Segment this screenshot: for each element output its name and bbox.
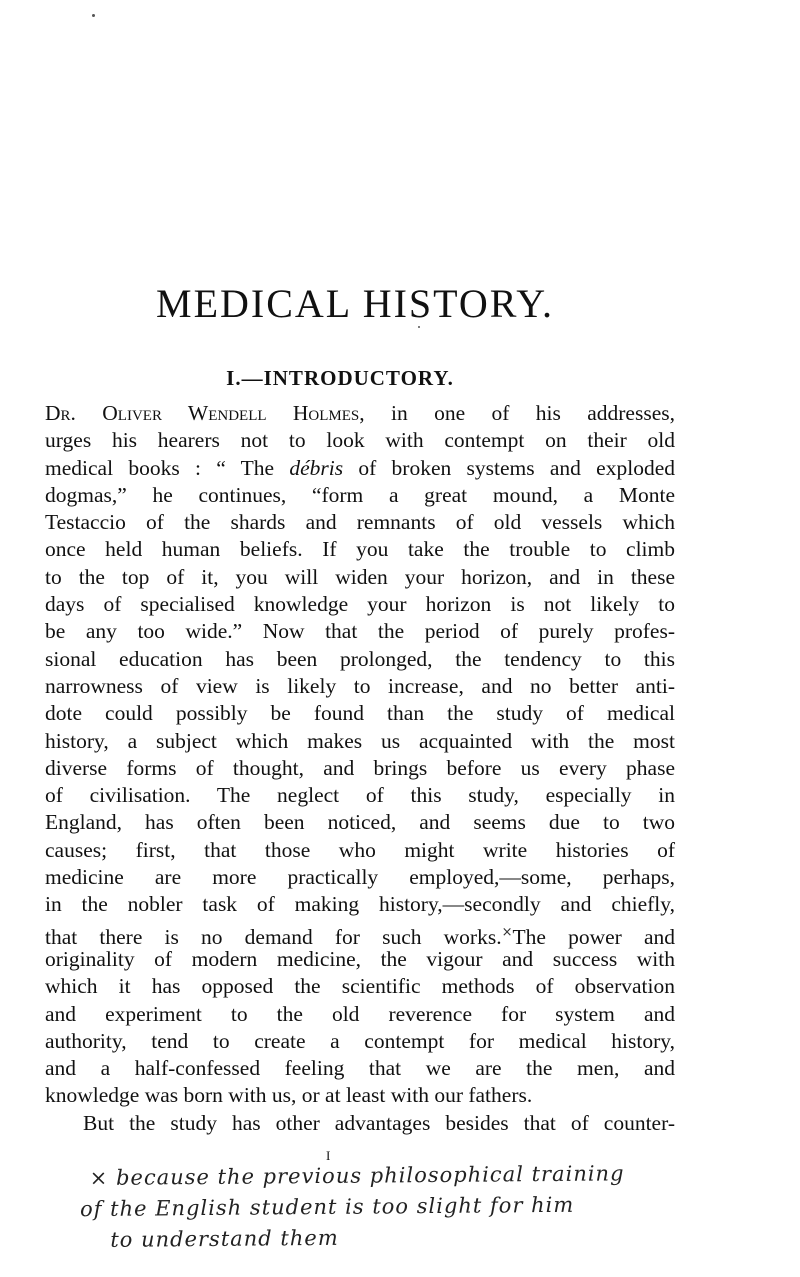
text-line: originality of modern medicine, the vigour and success with [45, 946, 675, 971]
handwritten-line: to understand them [110, 1225, 339, 1252]
text-line: be any too wide.” Now that the period of purely profes- [45, 619, 675, 644]
body-paragraph [45, 400, 675, 1137]
text-line: urges his hearers not to look with contempt on their old [45, 428, 675, 453]
text-line: that there is no demand for such works.×The power and [45, 924, 676, 949]
text-line: history, a subject which makes us acquainted with the most [45, 728, 675, 753]
text-line: sional education has been prolonged, the tendency to this [45, 646, 675, 671]
handwritten-cross-mark: × [501, 924, 513, 940]
text-line: narrowness of view is likely to increase, and no better anti- [45, 673, 675, 698]
text-line: of civilisation. The neglect of this study, especially in [45, 783, 675, 808]
print-speck [92, 14, 95, 17]
text-line: Testaccio of the shards and remnants of old vessels which [45, 510, 675, 535]
text-line: days of specialised knowledge your horizon is not likely to [45, 592, 675, 617]
text-line: England, has often been noticed, and seems due to two [45, 810, 675, 835]
handwritten-line: × because the previous philosophical training [89, 1161, 625, 1191]
text-line: in the nobler task of making history,—secondly and chiefly, [45, 892, 675, 917]
text-line: Dr. Oliver Wendell Holmes, in one of his addresses, [45, 401, 675, 425]
handwritten-line: of the English student is too slight for him [79, 1192, 575, 1222]
text-line: which it has opposed the scientific methods of observation [45, 974, 675, 999]
text-line: knowledge was born with us, or at least with our fathers. [45, 1083, 533, 1108]
text-line: to the top of it, you will widen your horizon, and in these [45, 564, 675, 589]
page-number: I [326, 1148, 331, 1163]
text-line: and experiment to the old reverence for system and [45, 1001, 675, 1026]
text-line: authority, tend to create a contempt for medical history, [45, 1028, 675, 1053]
page-title: MEDICAL HISTORY. [156, 281, 554, 326]
text-line: medical books : “ The débris of broken systems and exploded [45, 455, 675, 480]
text-line: dote could possibly be found than the study of medical [45, 701, 675, 726]
text-line: and a half-confessed feeling that we are the men, and [45, 1056, 675, 1081]
text-line: medicine are more practically employed,—some, perhaps, [45, 865, 675, 890]
handwritten-annotation [80, 1157, 791, 1256]
text-line: diverse forms of thought, and brings before us every phase [45, 755, 675, 780]
text-line: But the study has other advantages besides that of counter- [83, 1110, 675, 1135]
text-line: dogmas,” he continues, “form a great mound, a Monte [45, 482, 675, 507]
text-line: causes; first, that those who might write histories of [45, 837, 675, 862]
section-heading: I.—INTRODUCTORY. [226, 366, 454, 390]
text-line: once held human beliefs. If you take the trouble to climb [45, 537, 675, 562]
